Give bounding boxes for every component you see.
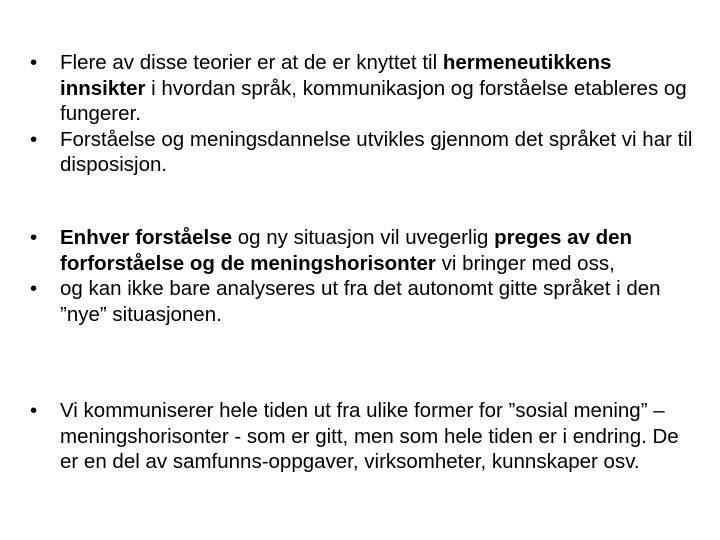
bullet-text: og kan ikke bare analyseres ut fra det autonomt gitte språket i den ”nye” situasjonen. — [60, 277, 661, 326]
bullet-text: vi bringer med oss, — [435, 251, 615, 275]
bullet-group-1 — [30, 50, 700, 178]
bullet-item — [30, 276, 700, 327]
bullet-item — [30, 50, 700, 127]
bullet-text: Forståelse og meningsdannelse utvikles gjennom det språket vi har til disposisjon. — [60, 127, 693, 176]
bullet-text-bold: Enhver forståelse — [60, 226, 233, 249]
bullet-group-3 — [30, 398, 700, 475]
bullet-text: og ny situasjon vil uvegerlig — [232, 226, 495, 249]
bullet-item — [30, 127, 700, 178]
bullet-text: Vi kommuniserer hele tiden ut fra ulike former for ”sosial mening” – meningshorisonter - som er gitt, men som hele tiden er i endring. De er en del av samfunns-oppgaver, virksomheter, kunnskaper osv. — [60, 399, 679, 473]
bullet-group-2 — [30, 225, 700, 327]
bullet-text-bold: preges av den forforståelse og de meningshorisonter — [60, 226, 633, 275]
bullet-item — [30, 398, 700, 475]
bullet-text-bold: hermeneutikkens innsikter — [60, 51, 612, 100]
bullet-text: i hvordan språk, kommunikasjon og forståelse etableres og fungerer. — [60, 76, 687, 125]
bullet-text: Flere av disse teorier er at de er knyttet til — [60, 51, 443, 74]
bullet-item — [30, 225, 700, 276]
